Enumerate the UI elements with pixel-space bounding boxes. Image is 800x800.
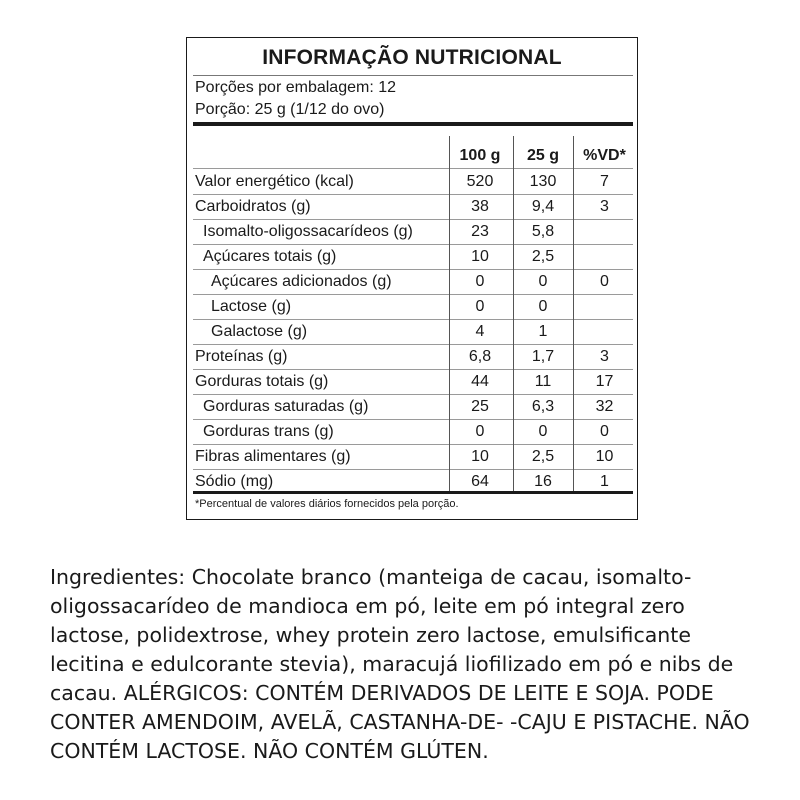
column-divider-3 xyxy=(573,136,574,494)
table-row xyxy=(193,419,633,445)
value-percent-dv xyxy=(574,319,635,344)
column-divider-2 xyxy=(513,136,514,494)
value-per-100g: 44 xyxy=(471,373,489,390)
table-row xyxy=(193,244,633,270)
value-per-100g: 6,8 xyxy=(468,348,492,365)
footnote: *Percentual de valores diários fornecidos pela porção. xyxy=(195,498,459,510)
value-percent-dv: 3 xyxy=(600,198,609,215)
nutrient-label: Carboidratos (g) xyxy=(195,198,311,215)
value-per-25g: 0 xyxy=(538,423,548,440)
value-per-25g: 6,3 xyxy=(531,398,555,415)
nutrient-label: Isomalto-oligossacarídeos (g) xyxy=(203,223,413,240)
value-per-25g: 0 xyxy=(538,273,548,290)
nutrient-label: Sódio (mg) xyxy=(195,473,274,490)
value-per-100g: 0 xyxy=(475,298,485,315)
servings-per-package: Porções por embalagem: 12 xyxy=(195,79,396,96)
table-row xyxy=(193,294,633,320)
bottom-divider xyxy=(193,491,633,494)
table-row xyxy=(193,319,633,345)
value-per-25g: 5,8 xyxy=(531,223,555,240)
table-row xyxy=(193,369,633,395)
value-percent-dv: 32 xyxy=(595,398,614,415)
value-per-100g: 25 xyxy=(471,398,489,415)
value-percent-dv: 17 xyxy=(595,373,614,390)
value-percent-dv xyxy=(574,294,635,319)
value-per-25g: 0 xyxy=(538,298,548,315)
value-percent-dv: 3 xyxy=(600,348,609,365)
nutrient-label: Açúcares totais (g) xyxy=(203,248,337,265)
serving-size: Porção: 25 g (1/12 do ovo) xyxy=(195,101,385,118)
value-per-25g: 130 xyxy=(529,173,557,190)
column-divider-1 xyxy=(449,136,450,494)
value-per-25g: 1 xyxy=(538,323,548,340)
value-per-100g: 38 xyxy=(471,198,489,215)
value-per-25g: 11 xyxy=(534,373,552,390)
nutrient-label: Gorduras totais (g) xyxy=(195,373,329,390)
table-row xyxy=(193,169,633,195)
title-divider xyxy=(193,75,633,76)
column-header-25g: 25 g xyxy=(526,147,559,164)
nutrient-label: Fibras alimentares (g) xyxy=(195,448,351,465)
table-row xyxy=(193,269,633,295)
nutrient-label: Valor energético (kcal) xyxy=(195,173,354,190)
column-header-vd: %VD* xyxy=(583,147,626,164)
nutrient-label: Proteínas (g) xyxy=(195,348,288,365)
column-header-100g: 100 g xyxy=(459,147,501,164)
nutrition-title: INFORMAÇÃO NUTRICIONAL xyxy=(262,46,562,69)
ingredients-text: Ingredientes: Chocolate branco (manteiga de cacau, isomalto-oligossacarídeo de mandioca em pó, leite em pó integral zero lactose, polidextrose, whey protein zero lactose, emulsificante lecitina e edulcorante stevia), maracujá liofilizado em pó e nibs de cacau. ALÉRGICOS: CONTÉM DERIVADOS DE LEITE E SOJA. PODE CONTER AMENDOIM, AVELÃ, CASTANHA-DE- -CAJU E PISTACHE. NÃO CONTÉM LACTOSE. NÃO CONTÉM GLÚTEN. xyxy=(50,565,750,763)
value-percent-dv: 0 xyxy=(600,273,609,290)
table-row xyxy=(193,444,633,470)
value-per-25g: 9,4 xyxy=(531,198,555,215)
value-percent-dv: 1 xyxy=(600,473,609,490)
nutrient-label: Gorduras saturadas (g) xyxy=(203,398,369,415)
value-per-100g: 10 xyxy=(471,248,489,265)
serving-divider xyxy=(193,122,633,126)
nutrient-label: Galactose (g) xyxy=(211,323,308,340)
value-per-100g: 520 xyxy=(466,173,494,190)
table-row xyxy=(193,394,633,420)
value-per-100g: 0 xyxy=(475,273,485,290)
nutrition-facts-table xyxy=(186,37,638,520)
nutrient-label: Gorduras trans (g) xyxy=(203,423,334,440)
table-row xyxy=(193,194,633,220)
value-per-100g: 23 xyxy=(471,223,489,240)
value-per-25g: 1,7 xyxy=(531,348,555,365)
value-per-25g: 16 xyxy=(534,473,552,490)
nutrient-label: Lactose (g) xyxy=(211,298,292,315)
value-per-25g: 2,5 xyxy=(531,248,555,265)
value-per-100g: 4 xyxy=(475,323,485,340)
value-percent-dv: 10 xyxy=(595,448,614,465)
value-per-25g: 2,5 xyxy=(531,448,555,465)
value-percent-dv: 0 xyxy=(600,423,609,440)
value-percent-dv xyxy=(574,219,635,244)
value-percent-dv: 7 xyxy=(600,173,609,190)
table-row xyxy=(193,219,633,245)
value-percent-dv xyxy=(574,244,635,269)
table-header-row xyxy=(193,143,633,169)
nutrient-label: Açúcares adicionados (g) xyxy=(211,273,392,290)
value-per-100g: 0 xyxy=(475,423,485,440)
table-row xyxy=(193,344,633,370)
value-per-100g: 64 xyxy=(471,473,489,490)
value-per-100g: 10 xyxy=(471,448,489,465)
